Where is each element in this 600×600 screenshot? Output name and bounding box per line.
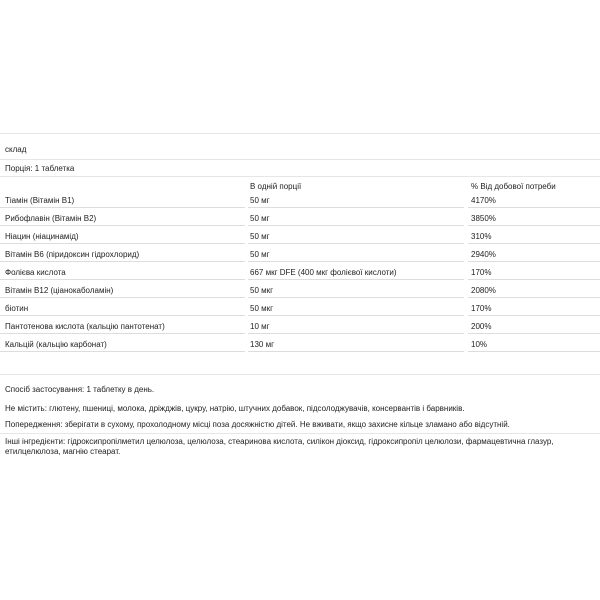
divider-serving <box>0 159 600 160</box>
section-title: склад <box>5 145 27 154</box>
row-divider <box>468 351 600 352</box>
nutrient-name: Тіамін (Вітамін B1) <box>5 196 75 205</box>
nutrient-name: Вітамін B6 (піридоксин гідрохлорид) <box>5 250 140 259</box>
row-divider <box>0 225 245 226</box>
nutrient-name: Рибофлавін (Вітамін B2) <box>5 214 97 223</box>
row-divider <box>0 261 245 262</box>
row-divider <box>248 243 464 244</box>
nutrient-amount: 130 мг <box>250 340 274 349</box>
usage-note: Спосіб застосування: 1 таблетку в день. <box>5 385 155 394</box>
nutrient-daily-value: 2940% <box>471 250 496 259</box>
nutrient-amount: 50 мг <box>250 196 270 205</box>
row-divider <box>248 315 464 316</box>
nutrient-name: Ніацин (ніацинамід) <box>5 232 79 241</box>
nutrient-name: біотин <box>5 304 29 313</box>
nutrient-amount: 667 мкг DFE (400 мкг фолієвої кислоти) <box>250 268 397 277</box>
nutrient-amount: 50 мкг <box>250 304 274 313</box>
nutrient-name: Пантотенова кислота (кальцію пантотенат) <box>5 322 165 331</box>
row-divider <box>0 315 245 316</box>
row-divider <box>468 279 600 280</box>
nutrient-daily-value: 200% <box>471 322 492 331</box>
row-divider <box>468 225 600 226</box>
row-divider <box>248 351 464 352</box>
top-divider <box>0 133 600 134</box>
row-divider <box>0 351 245 352</box>
nutrient-amount: 50 мг <box>250 214 270 223</box>
row-divider <box>468 297 600 298</box>
nutrient-amount: 50 мг <box>250 232 270 241</box>
row-divider <box>468 315 600 316</box>
header-per-serving: В одній порції <box>250 182 302 191</box>
nutrient-daily-value: 4170% <box>471 196 496 205</box>
nutrient-daily-value: 3850% <box>471 214 496 223</box>
serving-size: Порція: 1 таблетка <box>5 164 75 173</box>
row-divider <box>0 297 245 298</box>
row-divider <box>0 243 245 244</box>
nutrient-daily-value: 10% <box>471 340 488 349</box>
row-divider <box>248 207 464 208</box>
header-daily-value: % Від добової потреби <box>471 182 556 191</box>
row-divider <box>248 261 464 262</box>
nutrient-daily-value: 170% <box>471 268 492 277</box>
row-divider <box>468 243 600 244</box>
row-divider <box>468 333 600 334</box>
row-divider <box>468 261 600 262</box>
nutrient-name: Кальцій (кальцію карбонат) <box>5 340 107 349</box>
nutrient-daily-value: 310% <box>471 232 492 241</box>
nutrient-amount: 50 мг <box>250 250 270 259</box>
nutrient-amount: 50 мкг <box>250 286 274 295</box>
row-divider <box>0 279 245 280</box>
nutrient-name: Вітамін B12 (ціанокаболамін) <box>5 286 114 295</box>
nutrient-daily-value: 2080% <box>471 286 496 295</box>
row-divider <box>248 297 464 298</box>
nutrient-daily-value: 170% <box>471 304 492 313</box>
divider-header <box>0 176 600 177</box>
warning-note: Попередження: зберігати в сухому, прохолодному місці поза досяжністю дітей. Не вживати, якщо захисне кільце зламано або відсутній. <box>5 420 510 429</box>
nutrient-name: Фолієва кислота <box>5 268 66 277</box>
other-ingredients-note: Інші інгредієнти: гідроксипропілметил целюлоза, целюлоза, стеаринова кислота, силікон діоксид, гідроксипропіл целюлози, фармацевтична глазур, етилцелюлоза, магнію стеарат. <box>5 437 554 456</box>
free-from-note: Не містить: глютену, пшениці, молока, дріжджів, цукру, натрію, штучних добавок, підсолоджувачів, консервантів і барвників. <box>5 404 465 413</box>
row-divider <box>0 207 245 208</box>
row-divider <box>248 279 464 280</box>
nutrient-amount: 10 мг <box>250 322 270 331</box>
divider-ingredients <box>0 433 600 434</box>
row-divider <box>248 333 464 334</box>
row-divider <box>0 333 245 334</box>
row-divider <box>248 225 464 226</box>
row-divider <box>468 207 600 208</box>
divider-notes <box>0 374 600 375</box>
